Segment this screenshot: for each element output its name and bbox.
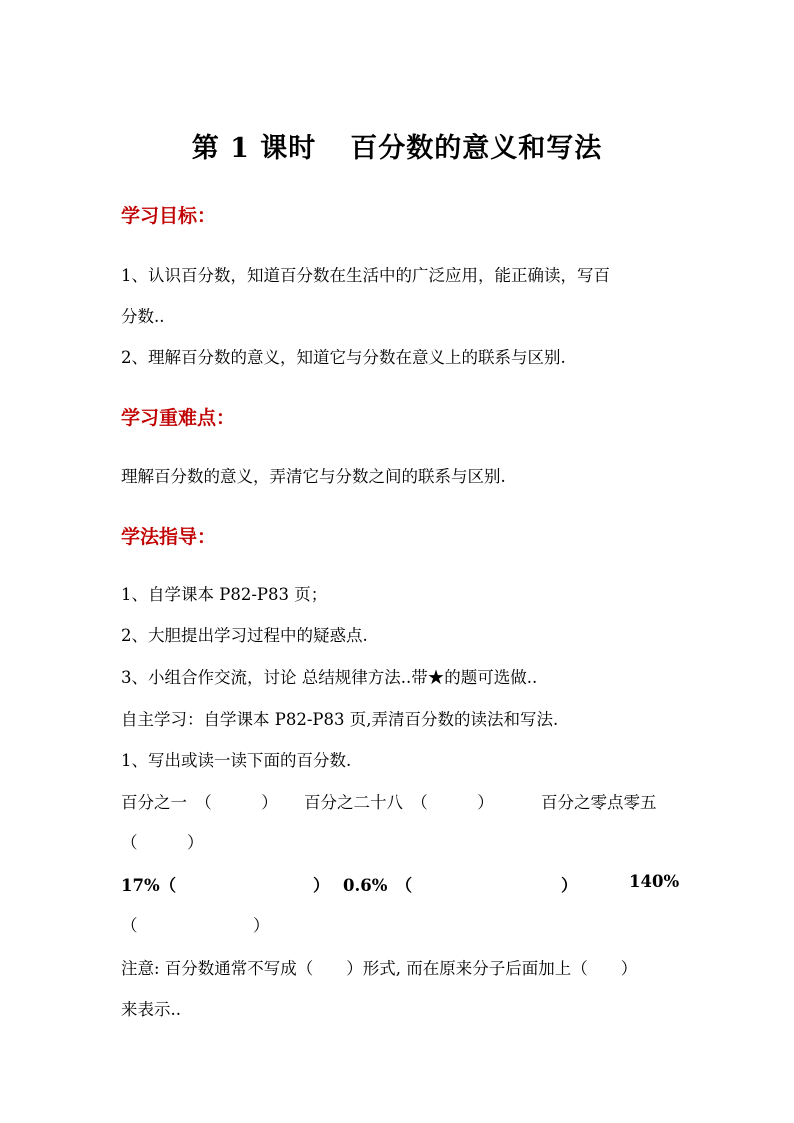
goal-item-2: 2、理解百分数的意义，知道它与分数在意义上的联系与区别. — [121, 348, 566, 367]
question-1-row-2-wrap: （ ） — [121, 916, 270, 935]
goal-item-1-line-1: 1、认识百分数，知道百分数在生活中的广泛应用，能正确读，写百 — [121, 266, 610, 285]
note-line-2: 来表示.. — [121, 1000, 181, 1019]
percent-item-a-close: ） — [313, 876, 330, 895]
question-1: 1、写出或读一读下面的百分数. — [121, 751, 352, 770]
percent-item-b-close: ） — [561, 876, 578, 895]
method-item-1: 1、自学课本 P82-P83 页； — [121, 585, 328, 604]
key-points-text: 理解百分数的意义，弄清它与分数之间的联系与区别. — [121, 467, 506, 486]
percent-item-c: 140% — [629, 872, 680, 891]
note-line-1: 注意: 百分数通常不写成（ ）形式, 而在原来分子后面加上（ ） — [121, 959, 638, 978]
method-item-2: 2、大胆提出学习过程中的疑惑点. — [121, 626, 368, 645]
method-item-3: 3、小组合作交流，讨论 总结规律方法..带★的题可选做.. — [121, 668, 538, 687]
self-study-intro: 自主学习：自学课本 P82-P83 页,弄清百分数的读法和写法. — [121, 710, 559, 729]
method-heading: 学法指导： — [121, 526, 217, 548]
goals-heading: 学习目标： — [121, 205, 217, 227]
page-title — [0, 126, 794, 165]
percent-item-a: 17%（ — [121, 876, 177, 895]
lesson-number: 第 1 课时 — [191, 133, 317, 164]
goal-item-1-line-2: 分数.. — [121, 307, 165, 326]
lesson-topic: 百分数的意义和写法 — [350, 133, 603, 164]
key-points-heading: 学习重难点： — [121, 407, 236, 429]
blank-item-b: 百分之二十八 （ ） — [304, 793, 494, 812]
blank-item-c: 百分之零点零五 — [541, 793, 657, 812]
question-1-row-1-wrap: （ ） — [121, 833, 204, 852]
blank-item-a: 百分之一 （ ） — [121, 793, 278, 812]
percent-item-b: 0.6% （ — [343, 876, 413, 895]
